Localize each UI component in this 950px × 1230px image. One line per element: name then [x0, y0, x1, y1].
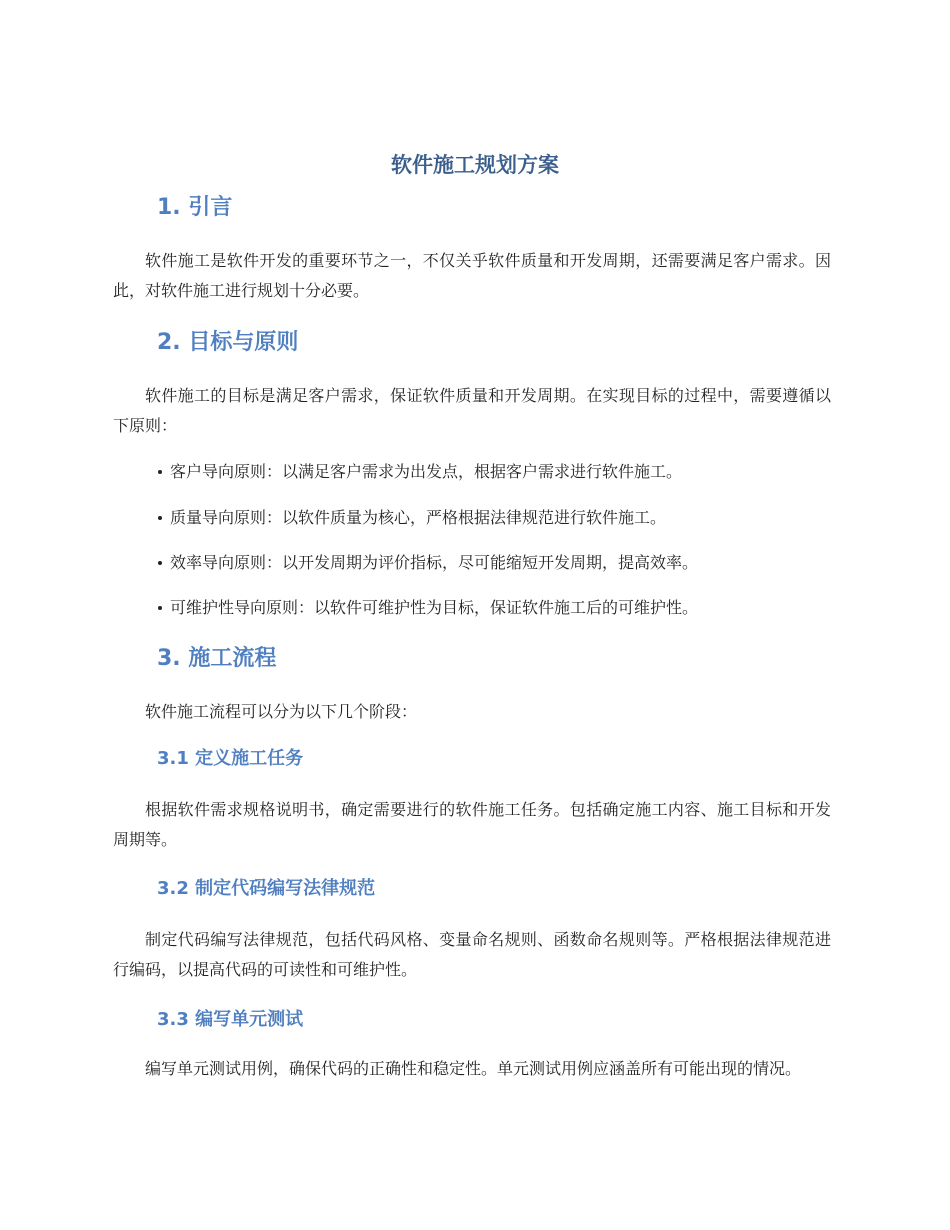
list-item-text: 质量导向原则：以软件质量为核心，严格根据法律规范进行软件施工。	[170, 508, 667, 527]
subsection-heading-coding-standards: 3.2 制定代码编写法律规范	[157, 878, 376, 899]
list-item	[157, 549, 837, 577]
section-paragraph: 软件施工是软件开发的重要环节之一，不仅关乎软件质量和开发周期，还需要满足客户需求。因此，对软件施工进行规划十分必要。	[113, 251, 831, 300]
subsection-paragraph: 编写单元测试用例，确保代码的正确性和稳定性。单元测试用例应涵盖所有可能出现的情况。	[145, 1059, 802, 1078]
section-heading-process: 3. 施工流程	[157, 646, 277, 671]
bullet-icon	[158, 470, 162, 474]
bullet-icon	[158, 561, 162, 565]
section-paragraph: 软件施工流程可以分为以下几个阶段：	[145, 702, 418, 721]
bullet-icon	[158, 606, 162, 610]
subsection-paragraph: 根据软件需求规格说明书，确定需要进行的软件施工任务。包括确定施工内容、施工目标和开发周期等。	[113, 800, 831, 849]
section-paragraph: 软件施工的目标是满足客户需求，保证软件质量和开发周期。在实现目标的过程中，需要遵循以下原则：	[113, 386, 831, 435]
subsection-heading-define-tasks: 3.1 定义施工任务	[157, 748, 304, 769]
section-heading-goals: 2. 目标与原则	[157, 330, 299, 355]
subsection-heading-unit-tests: 3.3 编写单元测试	[157, 1009, 304, 1030]
list-item	[157, 594, 837, 622]
section-heading-introduction: 1. 引言	[157, 195, 233, 220]
subsection-paragraph: 制定代码编写法律规范，包括代码风格、变量命名规则、函数命名规则等。严格根据法律规范进行编码，以提高代码的可读性和可维护性。	[113, 930, 831, 979]
list-item-text: 可维护性导向原则：以软件可维护性为目标，保证软件施工后的可维护性。	[170, 598, 699, 617]
list-item	[157, 504, 837, 532]
list-item	[157, 458, 837, 486]
bullet-icon	[158, 516, 162, 520]
document-title: 软件施工规划方案	[391, 153, 559, 177]
list-item-text: 效率导向原则：以开发周期为评价指标，尽可能缩短开发周期，提高效率。	[170, 553, 699, 572]
list-item-text: 客户导向原则：以满足客户需求为出发点，根据客户需求进行软件施工。	[170, 462, 683, 481]
